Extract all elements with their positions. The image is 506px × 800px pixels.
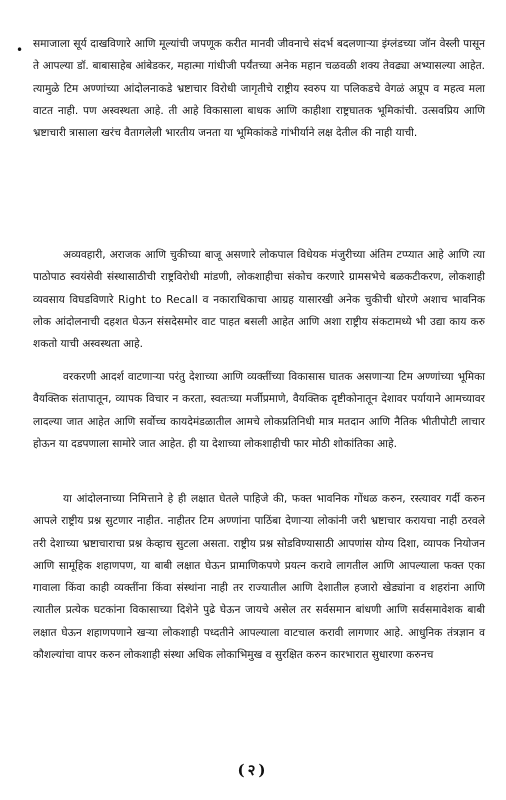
paragraph-2: अव्यवहारी, अराजक आणि चुकीच्या बाजू असणारे लोकपाल विधेयक मंजुरीच्या अंतिम टप्प्यात आहे आणि त्या पाठोपाठ स्वयंसेवी संस्थासाठीची राष्ट्रविरोधी मांडणी, लोकशाहीचा संकोच करणारे ग्रामसभेचे बळकटीकरण, लोकशाही व्यवसाय विघडविणारे Right to Recall व नकाराधिकाचा आग्रह यासारखी अनेक चुकीची धोरणे अशाच भावनिक लोक आंदोलनाची दहशत घेऊन संसदेसमोर वाट पाहत बसली आहेत आणि अशा राष्ट्रीय संकटामध्ये भी उद्या काय करु शकतो याची अस्वस्थता आहे. (33, 249, 485, 351)
bullet-icon: • (16, 43, 24, 57)
paragraph-4: या आंदोलनाच्या निमित्ताने हे ही लक्षात घेतले पाहिजे की, फक्त भावनिक गोंधळ करुन, रस्त्यावर गर्दी करुन आपले राष्ट्रीय प्रश्न सुटणार नाहीत. नाहीतर टिम अण्णांना पाठिंबा देणाऱ्या लोकांनी जरी भ्रष्टाचार करायचा नाही ठरवले तरी देशाच्या भ्रष्टाचाराचा प्रश्न केव्हाच सुटला असता. राष्ट्रीय प्रश्न सोडविण्यासाठी आपणांस योग्य दिशा, व्यापक नियोजन आणि सामूहिक शहाणपण, या बाबी लक्षात घेऊन प्रामाणिकपणे प्रयत्न करावे लागतील आणि आपल्याला फक्त एका गावाला किंवा काही व्यक्तींना किंवा संस्थांना नाही तर राज्यातील आणि देशातील हजारो खेड्यांना व शहरांना आणि त्यातील प्रत्येक घटकांना विकासाच्या दिशेने पुढे घेऊन जायचे असेल तर सर्वसमान बांधणी आणि सर्वसमावेशक बाबी लक्षात घेऊन शहाणपणाने खऱ्या लोकशाही पध्दतीने आपल्याला वाटचाल करावी लागणार आहे. आधुनिक तंत्रज्ञान व कौशल्यांचा वापर करुन लोकशाही संस्था अधिक लोकाभिमुख व सुरक्षित करुन कारभारात सुधारणा करुनच (33, 493, 485, 662)
paragraph-3: वरकरणी आदर्श वाटणाऱ्या परंतु देशाच्या आणि व्यक्तींच्या विकासास घातक असणाऱ्या टिम अण्णांच्या भूमिका वैयक्तिक संतापातून, व्यापक विचार न करता, स्वतःच्या मर्जीप्रमाणे, वैयक्तिक दृष्टीकोनातून देशावर पर्यायाने आमच्यावर लादल्या जात आहेत आणि सर्वोच्च कायदेमंडळातील आमचे लोकप्रतिनिधी मात्र मतदान आणि नैतिक भीतीपोटी लाचार होऊन या दडपणाला सामोरे जात आहेत. ही या देशाच्या लोकशाहीची फार मोठी शोकांतिका आहे. (33, 371, 485, 450)
paragraph-1: समाजाला सूर्य दाखविणारे आणि मूल्यांची जपणूक करीत मानवी जीवनाचे संदर्भ बदलणाऱ्या इंग्लंडच्या जॉन वेस्ली पासून ते आपल्या डॉ. बाबासाहेब आंबेडकर, महात्मा गांधीजी पर्यंतच्या अनेक महान चळवळी शक्य तेवढ्या अभ्यासल्या आहेत. त्यामुळे टिम अण्णांच्या आंदोलनाकडे भ्रष्टाचार विरोधी जागृतीचे राष्ट्रीय स्वरुप या पलिकडचे वेगळं अप्रूप व महत्व मला वाटत नाही. पण अस्वस्थता आहे. ती आहे विकासाला बाधक आणि काहीशा राष्ट्रघातक भूमिकांची. उत्सवप्रिय आणि भ्रष्टाचारी त्रासाला खरंच वैतागलेली भारतीय जनता या भूमिकांकडे गांभीर्याने लक्ष देतील की नाही याची. (33, 38, 485, 140)
page-number: (२) (237, 761, 269, 779)
